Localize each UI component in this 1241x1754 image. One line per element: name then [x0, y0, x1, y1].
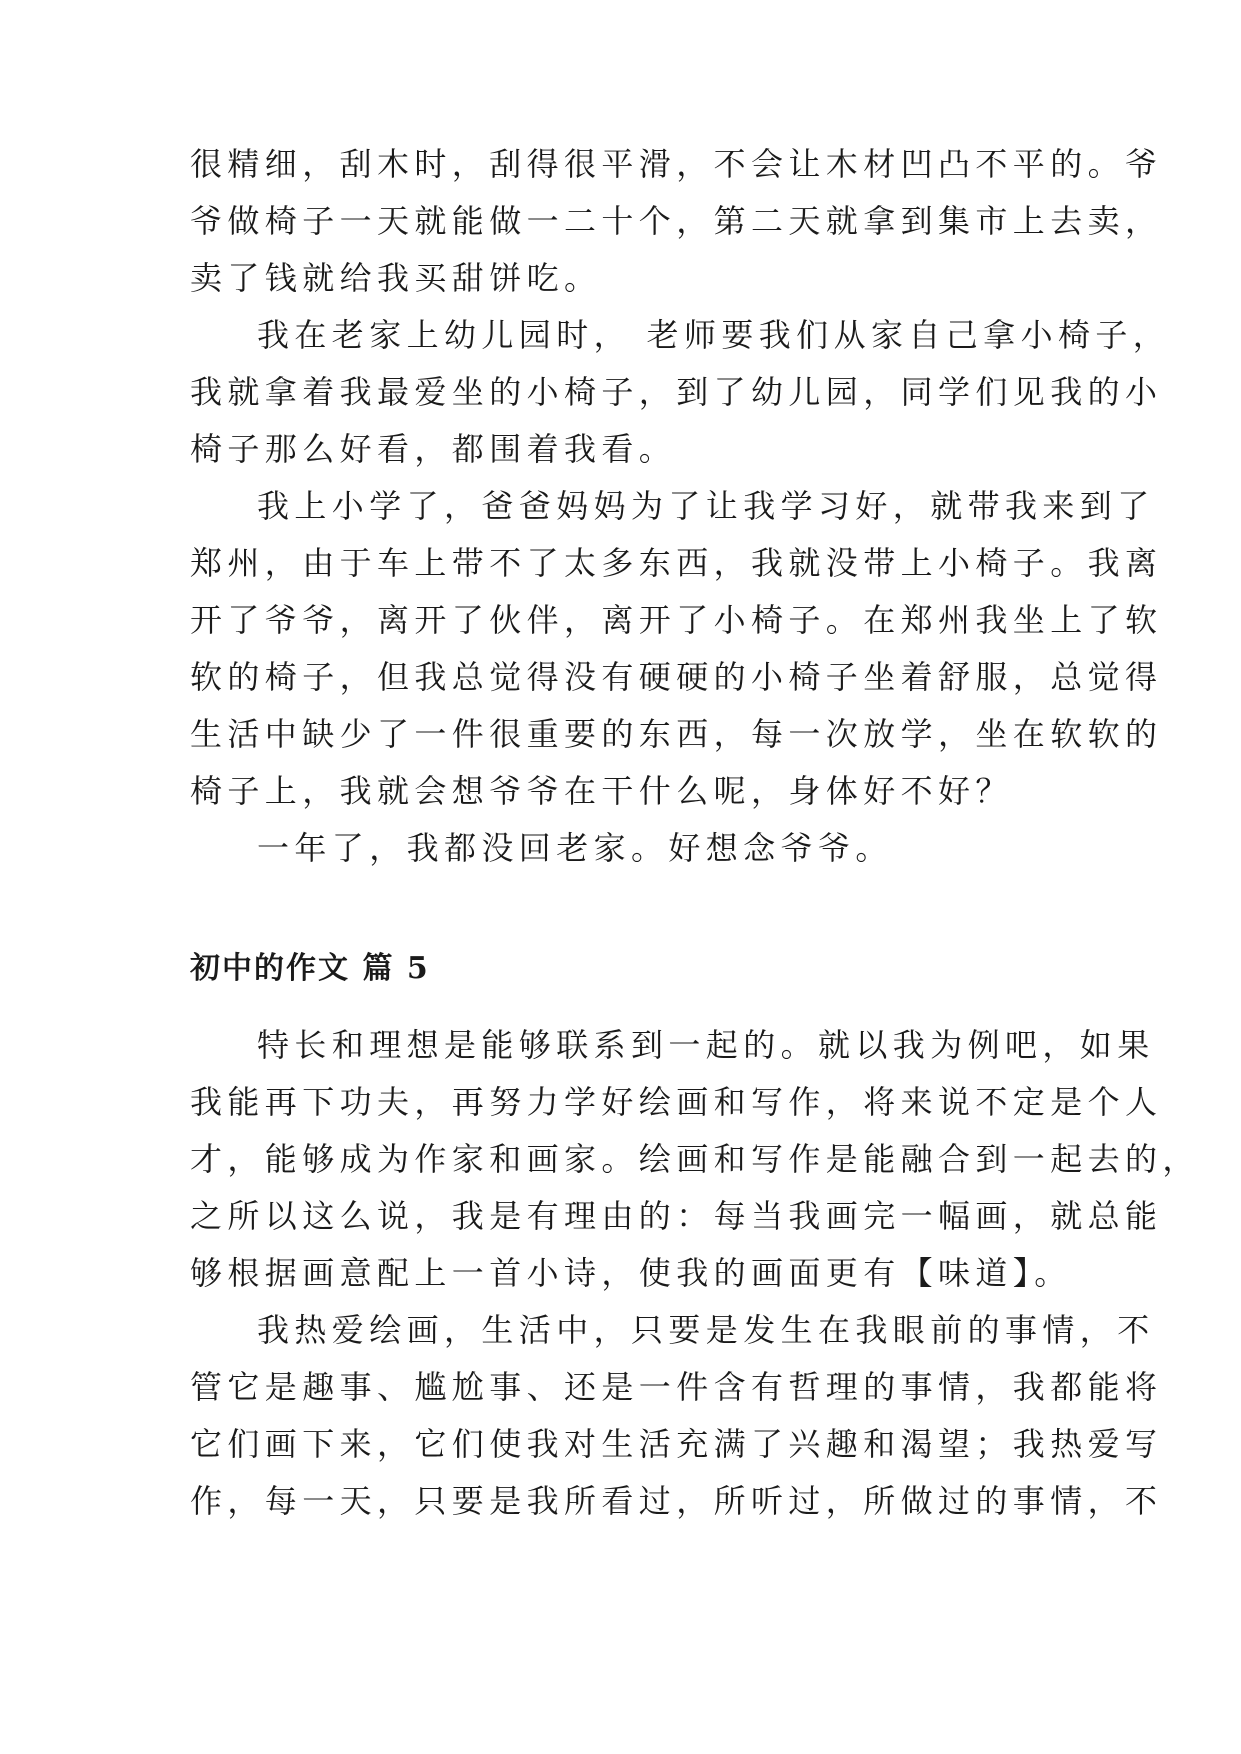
- text-line: 生活中缺少了一件很重要的东西，每一次放学，坐在软软的: [190, 715, 1163, 753]
- text-line: 才，能够成为作家和画家。绘画和写作是能融合到一起去的，: [190, 1140, 1200, 1178]
- paragraph-first-line: 我热爱绘画，生活中，只要是发生在我眼前的事情，不: [257, 1311, 1155, 1349]
- text-line: 卖了钱就给我买甜饼吃。: [190, 259, 602, 297]
- text-line: 爷做椅子一天就能做一二十个，第二天就拿到集市上去卖，: [190, 202, 1163, 240]
- text-line: 我能再下功夫，再努力学好绘画和写作，将来说不定是个人: [190, 1083, 1163, 1121]
- text-line: 我就拿着我最爱坐的小椅子，到了幼儿园，同学们见我的小: [190, 373, 1163, 411]
- text-line: 管它是趣事、尴尬事、还是一件含有哲理的事情，我都能将: [190, 1368, 1163, 1406]
- paragraph-first-line: 我上小学了，爸爸妈妈为了让我学习好，就带我来到了: [257, 487, 1155, 525]
- text-line: 它们画下来，它们使我对生活充满了兴趣和渴望；我热爱写: [190, 1425, 1163, 1463]
- text-line: 软的椅子，但我总觉得没有硬硬的小椅子坐着舒服，总觉得: [190, 658, 1163, 696]
- text-line: 作，每一天，只要是我所看过，所听过，所做过的事情，不: [190, 1482, 1163, 1520]
- section-heading: 初中的作文 篇 5: [190, 951, 430, 986]
- paragraph-first-line: 特长和理想是能够联系到一起的。就以我为例吧，如果: [257, 1026, 1155, 1064]
- text-line: 之所以这么说，我是有理由的：每当我画完一幅画，就总能: [190, 1197, 1163, 1235]
- text-line: 很精细，刮木时，刮得很平滑，不会让木材凹凸不平的。爷: [190, 145, 1163, 183]
- text-line: 郑州，由于车上带不了太多东西，我就没带上小椅子。我离: [190, 544, 1163, 582]
- paragraph-first-line: 一年了，我都没回老家。好想念爷爷。: [257, 829, 893, 867]
- text-line: 椅子上，我就会想爷爷在干什么呢，身体好不好？: [190, 772, 1013, 810]
- text-line: 开了爷爷，离开了伙伴，离开了小椅子。在郑州我坐上了软: [190, 601, 1163, 639]
- text-line: 够根据画意配上一首小诗，使我的画面更有【味道】。: [190, 1254, 1072, 1292]
- text-line: 椅子那么好看，都围着我看。: [190, 430, 677, 468]
- paragraph-first-line: 我在老家上幼儿园时， 老师要我们从家自己拿小椅子，: [257, 316, 1171, 354]
